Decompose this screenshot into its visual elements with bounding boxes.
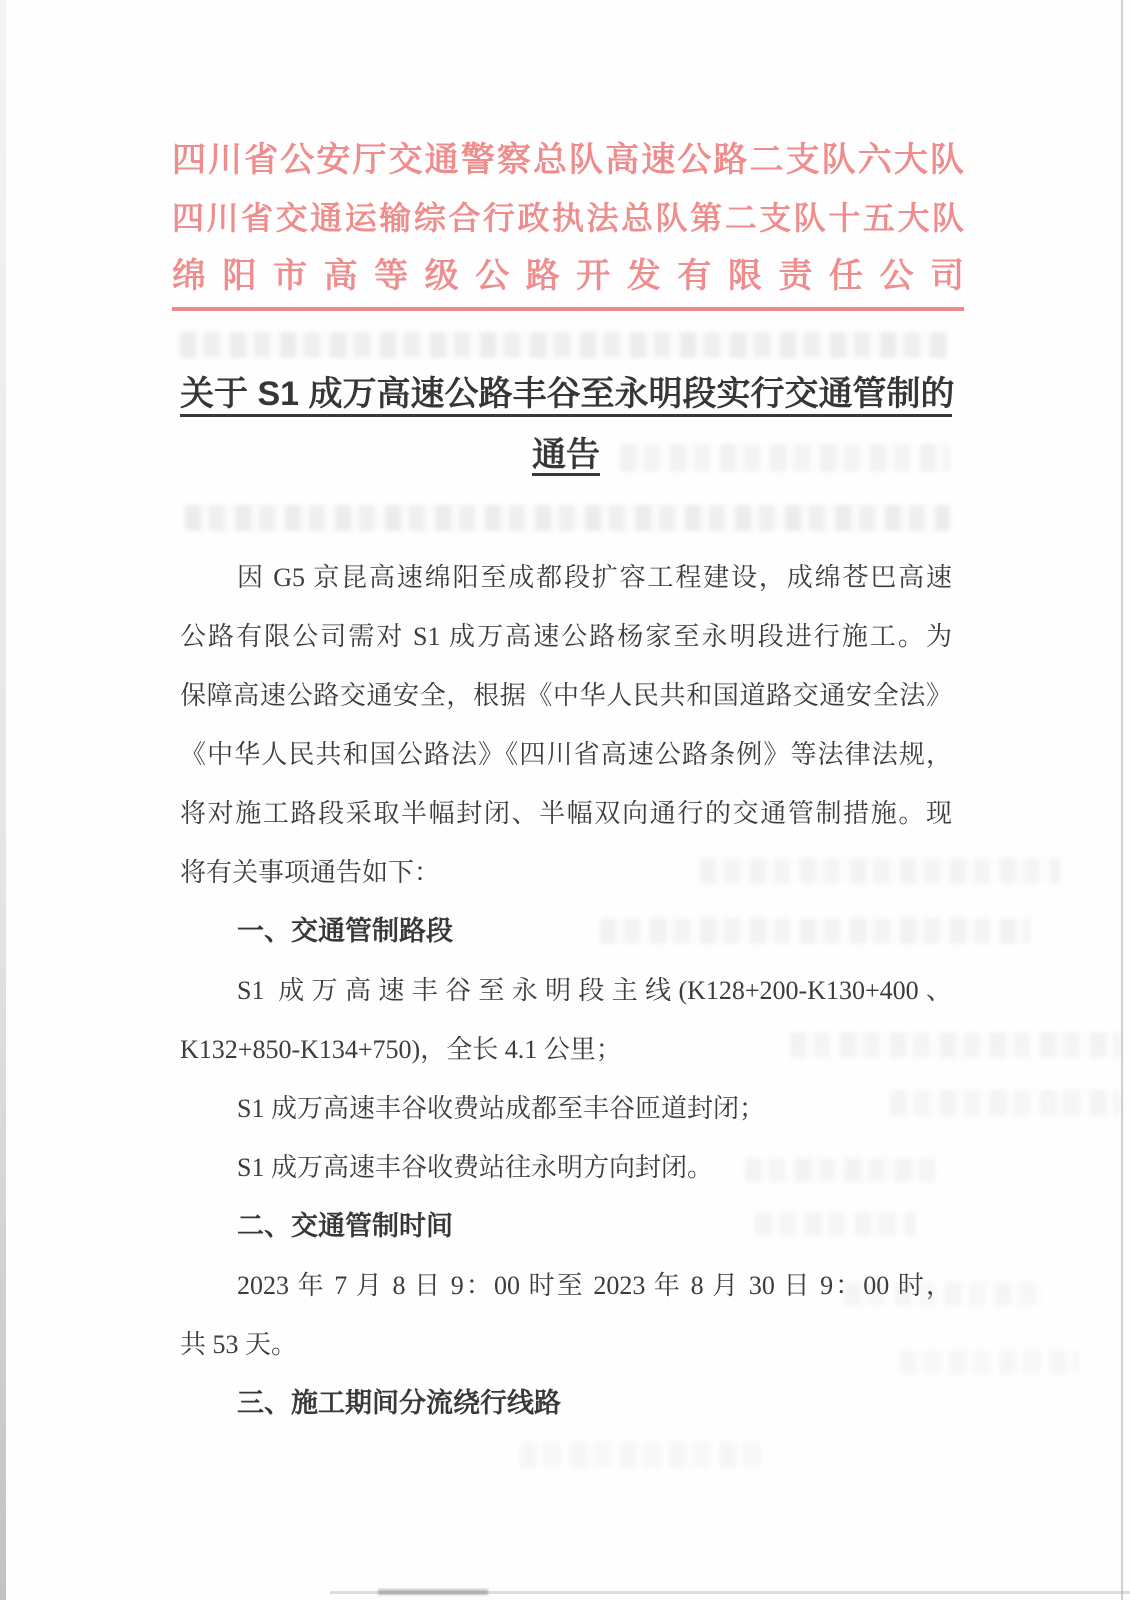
body-line: S1 成万高速丰谷至永明段主线(K128+200-K130+400、 (237, 976, 952, 1005)
bleed-through-artifact (745, 1158, 935, 1182)
scan-edge-right (1121, 0, 1123, 1600)
section-heading-2: 二、交通管制时间 (237, 1211, 453, 1241)
bleed-through-artifact (185, 505, 950, 531)
section-heading-1: 一、交通管制路段 (237, 916, 453, 946)
title-line-1: 关于 S1 成万高速公路丰谷至永明段实行交通管制的 (180, 372, 952, 417)
bleed-through-artifact (900, 1350, 1080, 1374)
scan-edge-bottom-dark (378, 1589, 488, 1595)
body-line: 《中华人民共和国公路法》《四川省高速公路条例》等法律法规， (180, 740, 952, 769)
body-line: 2023 年 7 月 8 日 9：00 时至 2023 年 8 月 30 日 9：00 时， (237, 1271, 952, 1300)
body-line: 将有关事项通告如下： (180, 858, 441, 887)
bleed-through-artifact (620, 444, 950, 472)
letterhead-line-police: 四川省公安厅交通警察总队高速公路二支队六大队 (172, 141, 964, 179)
body-line: S1 成万高速丰谷收费站成都至丰谷匝道封闭； (237, 1094, 765, 1123)
body-line: 共 53 天。 (180, 1330, 298, 1359)
body-line: S1 成万高速丰谷收费站往永明方向封闭。 (237, 1153, 713, 1182)
bleed-through-artifact (700, 858, 1060, 884)
letterhead-line-transport: 四川省交通运输综合行政执法总队第二支队十五大队 (172, 200, 964, 236)
bleed-through-artifact (600, 918, 1030, 944)
section-heading-3: 三、施工期间分流绕行线路 (237, 1388, 561, 1418)
title-line-2: 通告 (532, 436, 600, 474)
bleed-through-artifact (520, 1442, 770, 1468)
bleed-through-artifact (180, 332, 950, 358)
notice-body (180, 548, 952, 1433)
letterhead (172, 131, 964, 311)
bleed-through-artifact (790, 1032, 1120, 1058)
body-line: 将对施工路段采取半幅封闭、半幅双向通行的交通管制措施。现 (180, 799, 952, 828)
bleed-through-artifact (845, 1282, 1045, 1306)
letterhead-line-company: 绵阳市高等级公路开发有限责任公司 (172, 257, 964, 295)
scan-edge-left (0, 0, 6, 1600)
body-line: K132+850-K134+750)，全长 4.1 公里； (180, 1035, 622, 1064)
body-line: 因 G5 京昆高速绵阳至成都段扩容工程建设，成绵苍巴高速 (237, 563, 952, 592)
bleed-through-artifact (890, 1090, 1120, 1116)
body-line: 保障高速公路交通安全，根据《中华人民共和国道路交通安全法》 (180, 681, 952, 710)
body-line: 公路有限公司需对 S1 成万高速公路杨家至永明段进行施工。为 (180, 622, 952, 651)
bleed-through-artifact (755, 1212, 915, 1236)
